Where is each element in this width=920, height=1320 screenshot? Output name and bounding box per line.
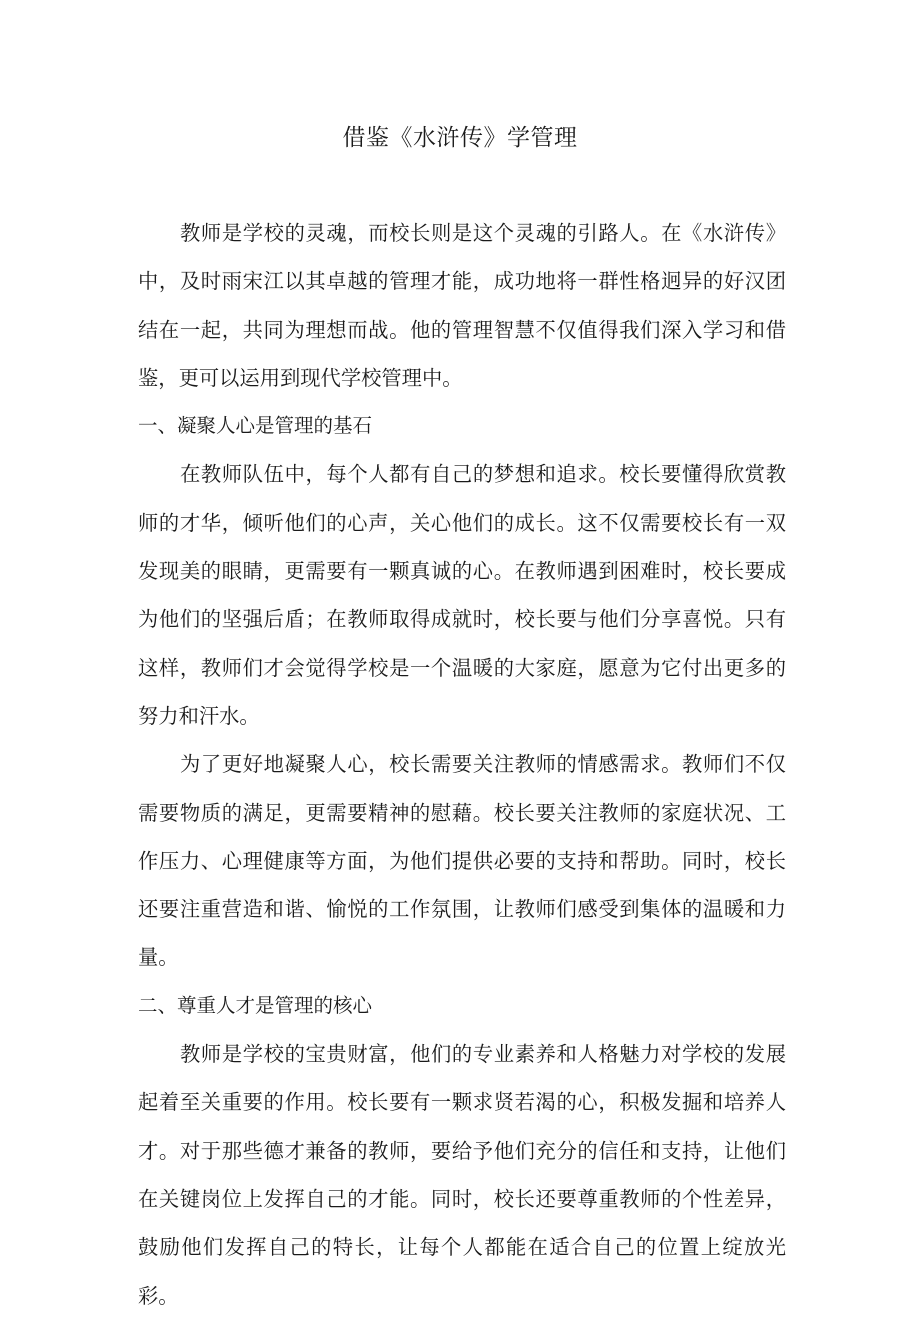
page-title: 借鉴《水浒传》学管理 — [342, 125, 578, 151]
paragraph-section2-a: 教师是学校的宝贵财富，他们的专业素养和人格魅力对学校的发展起着至关重要的作用。校长要有一颗求贤若渴的心，积极发掘和培养人才。对于那些德才兼备的教师，要给予他们充分的信任和支持，让他们在关键岗位上发挥自己的才能。同时，校长还要尊重教师的个性差异，鼓励他们发挥自己的特长，让每个人都能在适合自己的位置上绽放光彩。 — [138, 1042, 786, 1308]
paragraph-intro: 教师是学校的灵魂，而校长则是这个灵魂的引路人。在《水浒传》中，及时雨宋江以其卓越的管理才能，成功地将一群性格迥异的好汉团结在一起，共同为理想而战。他的管理智慧不仅值得我们深入学习和借鉴，更可以运用到现代学校管理中。 — [138, 221, 786, 390]
section-heading-1: 一、凝聚人心是管理的基石 — [138, 414, 373, 438]
section-heading-2: 二、尊重人才是管理的核心 — [138, 993, 373, 1017]
paragraph-section1-a: 在教师队伍中，每个人都有自己的梦想和追求。校长要懂得欣赏教师的才华，倾听他们的心声，关心他们的成长。这不仅需要校长有一双发现美的眼睛，更需要有一颗真诚的心。在教师遇到困难时，校长要成为他们的坚强后盾；在教师取得成就时，校长要与他们分享喜悦。只有这样，教师们才会觉得学校是一个温暖的大家庭，愿意为它付出更多的努力和汗水。 — [138, 462, 786, 728]
paragraph-section1-b: 为了更好地凝聚人心，校长需要关注教师的情感需求。教师们不仅需要物质的满足，更需要精神的慰藉。校长要关注教师的家庭状况、工作压力、心理健康等方面，为他们提供必要的支持和帮助。同时，校长还要注重营造和谐、愉悦的工作氛围，让教师们感受到集体的温暖和力量。 — [138, 752, 786, 970]
document-body — [138, 209, 786, 1320]
